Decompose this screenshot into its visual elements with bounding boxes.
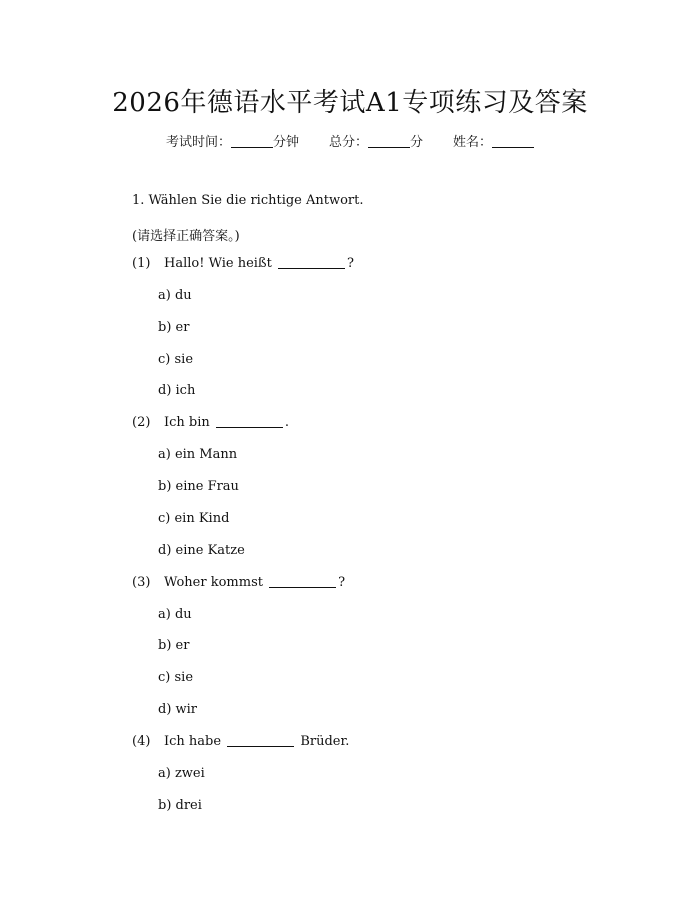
- option-item: c) ein Kind: [158, 511, 230, 526]
- name-blank: [492, 134, 534, 148]
- option-item: a) du: [158, 607, 192, 622]
- option-item: b) eine Frau: [158, 479, 239, 494]
- option-item: b) drei: [158, 798, 202, 813]
- question-1: [132, 256, 354, 271]
- option-item: b) er: [158, 320, 190, 335]
- question-2: [132, 415, 289, 430]
- option-item: a) ein Mann: [158, 447, 238, 462]
- question-3: [132, 575, 345, 590]
- question-number: (1): [132, 256, 151, 271]
- question-4: [132, 734, 349, 749]
- option-item: c) sie: [158, 670, 194, 685]
- name-label: 姓名：: [453, 135, 493, 150]
- question-text: Woher kommst: [164, 575, 263, 590]
- answer-blank: [278, 256, 345, 269]
- question-number: (3): [132, 575, 151, 590]
- question-text: Ich habe: [164, 734, 222, 749]
- option-item: c) sie: [158, 352, 194, 367]
- exam-time-label: 考试时间：: [165, 135, 231, 150]
- exam-time-field: [166, 131, 299, 150]
- exam-time-unit: 分钟: [272, 135, 299, 150]
- page-title: 2026年德语水平考试A1专项练习及答案: [112, 88, 588, 118]
- question-text-end: ?: [346, 256, 354, 271]
- question-number: (4): [132, 734, 151, 749]
- section-subheading: (请选择正确答案。): [132, 229, 240, 244]
- option-item: d) eine Katze: [158, 543, 245, 558]
- question-text-end: .: [284, 415, 290, 430]
- total-score-label: 总分：: [328, 135, 368, 150]
- question-text: Hallo! Wie heißt: [164, 256, 272, 271]
- exam-info-row: [0, 131, 700, 150]
- exam-time-blank: [231, 134, 273, 148]
- question-text-end: ?: [338, 575, 346, 590]
- option-item: b) er: [158, 638, 190, 653]
- option-item: a) du: [158, 288, 192, 303]
- name-field: [453, 131, 534, 150]
- answer-blank: [216, 415, 283, 428]
- question-text-end: Brüder.: [300, 734, 350, 749]
- total-score-blank: [368, 134, 410, 148]
- answer-blank: [227, 734, 294, 747]
- total-score-unit: 分: [410, 135, 424, 150]
- answer-blank: [269, 575, 336, 588]
- option-item: d) wir: [158, 702, 198, 717]
- option-item: a) zwei: [158, 766, 205, 781]
- question-number: (2): [132, 415, 151, 430]
- question-text: Ich bin: [164, 415, 210, 430]
- option-item: d) ich: [158, 383, 196, 398]
- total-score-field: [329, 131, 423, 150]
- section-heading: 1. Wählen Sie die richtige Antwort.: [132, 193, 364, 208]
